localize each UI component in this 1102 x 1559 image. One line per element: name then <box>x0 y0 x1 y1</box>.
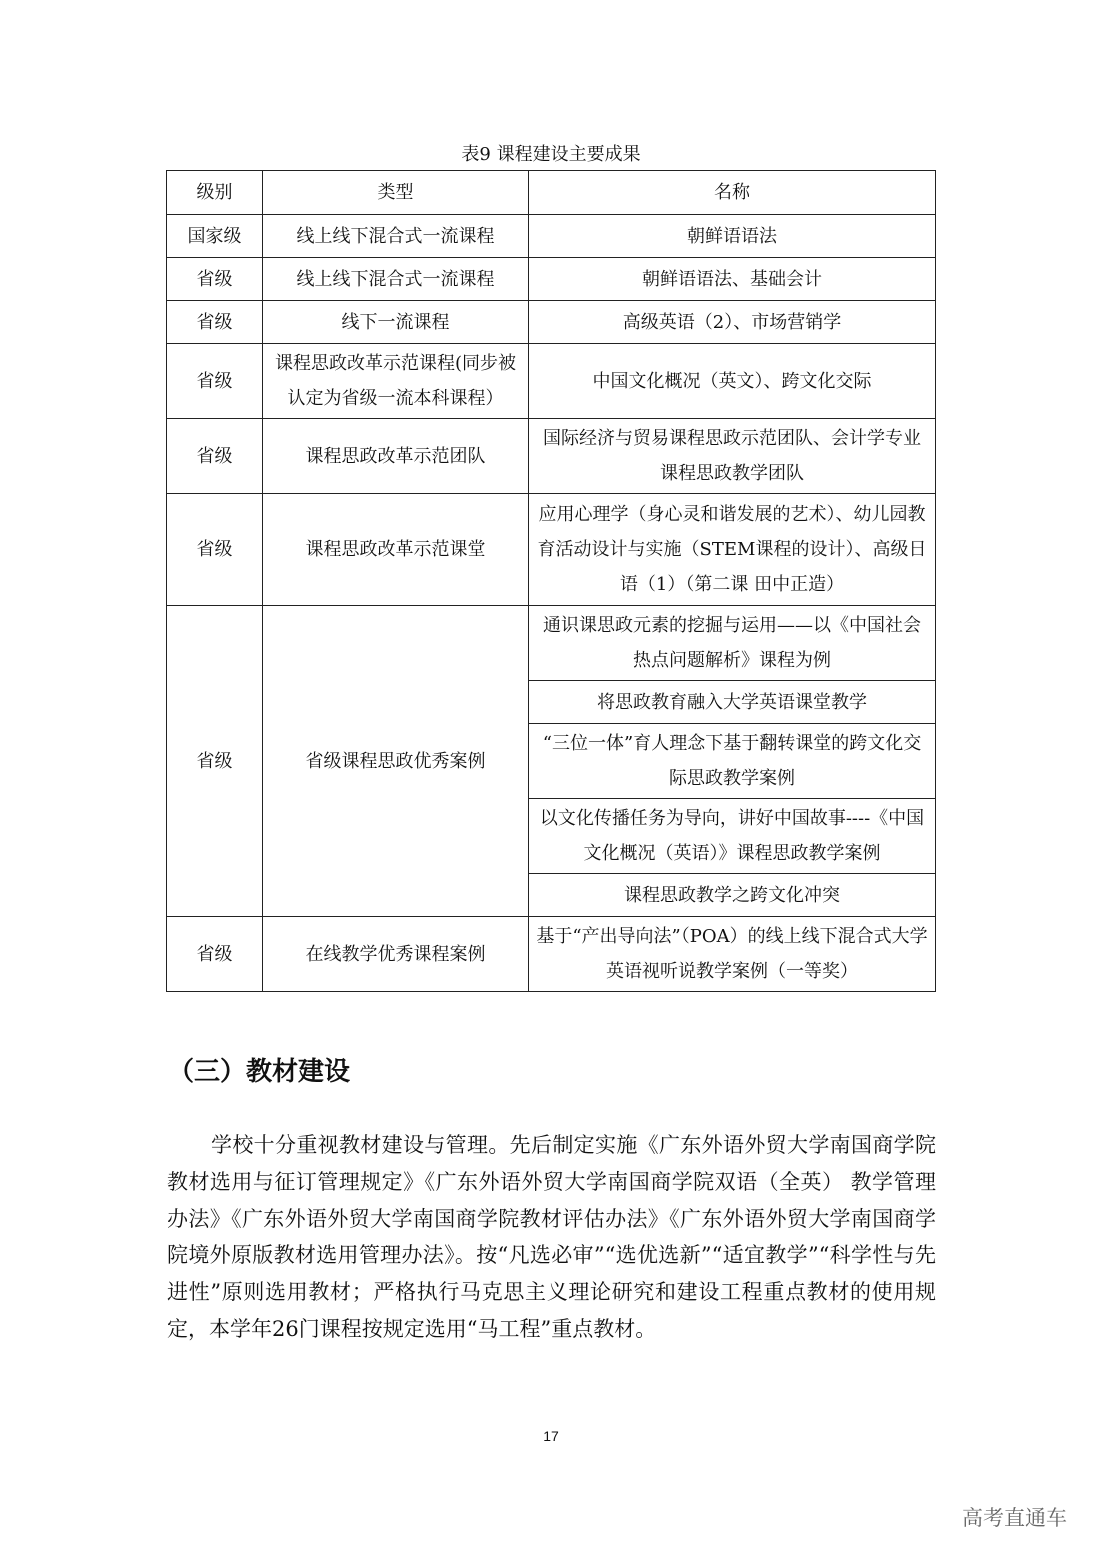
page-number: 17 <box>543 1428 559 1444</box>
name-cell: 基于“产出导向法”（POA）的线上线下混合式大学英语视听说教学案例（一等奖） <box>529 917 936 992</box>
table-row <box>167 494 936 606</box>
table-caption: 表9 课程建设主要成果 <box>461 144 641 165</box>
watermark: 高考直通车 <box>962 1506 1067 1530</box>
level-cell: 省级 <box>167 494 263 606</box>
name-cell: 国际经济与贸易课程思政示范团队、会计学专业课程思政教学团队 <box>529 419 936 494</box>
type-cell: 线上线下混合式一流课程 <box>263 215 529 258</box>
table-row <box>167 344 936 419</box>
type-cell: 在线教学优秀课程案例 <box>263 917 529 992</box>
table-row <box>167 917 936 992</box>
table-row <box>167 215 936 258</box>
level-cell: 省级 <box>167 301 263 344</box>
level-cell: 省级 <box>167 419 263 494</box>
name-cell: 高级英语（2）、市场营销学 <box>529 301 936 344</box>
type-cell: 课程思政改革示范课堂 <box>263 494 529 606</box>
type-cell: 省级课程思政优秀案例 <box>263 606 529 917</box>
header-level: 级别 <box>167 171 263 215</box>
header-name: 名称 <box>529 171 936 215</box>
table-row <box>167 301 936 344</box>
name-cell: 课程思政教学之跨文化冲突 <box>529 874 936 917</box>
level-cell: 省级 <box>167 344 263 419</box>
type-cell: 课程思政改革示范课程(同步被认定为省级一流本科课程） <box>263 344 529 419</box>
table-header-row <box>167 171 936 215</box>
name-cell: 朝鲜语语法、基础会计 <box>529 258 936 301</box>
type-cell: 线下一流课程 <box>263 301 529 344</box>
name-cell: 以文化传播任务为导向，讲好中国故事----《中国文化概况（英语）》课程思政教学案例 <box>529 799 936 874</box>
name-cell: 应用心理学（身心灵和谐发展的艺术）、幼儿园教育活动设计与实施（STEM课程的设计）、高级日语（1）（第二课 田中正造） <box>529 494 936 606</box>
level-cell: 省级 <box>167 606 263 917</box>
table-row <box>167 419 936 494</box>
type-cell: 线上线下混合式一流课程 <box>263 258 529 301</box>
table-row <box>167 606 936 681</box>
body-paragraph: 学校十分重视教材建设与管理。先后制定实施《广东外语外贸大学南国商学院教材选用与征订管理规定》《广东外语外贸大学南国商学院双语（全英） 教学管理办法》《广东外语外贸大学南国商学院教材评估办法》《广东外语外贸大学南国商学院境外原版教材选用管理办法》。按“凡选必审”“选优选新”“适宜教学”“科学性与先进性”原则选用教材；严格执行马克思主义理论研究和建设工程重点教材的使用规定，本学年26门课程按规定选用“马工程”重点教材。 <box>167 1133 936 1341</box>
level-cell: 国家级 <box>167 215 263 258</box>
name-cell: “三位一体”育人理念下基于翻转课堂的跨文化交际思政教学案例 <box>529 724 936 799</box>
level-cell: 省级 <box>167 917 263 992</box>
type-cell: 课程思政改革示范团队 <box>263 419 529 494</box>
course-results-table <box>166 170 936 992</box>
table-row <box>167 258 936 301</box>
name-cell: 将思政教育融入大学英语课堂教学 <box>529 681 936 724</box>
name-cell: 中国文化概况（英文）、跨文化交际 <box>529 344 936 419</box>
section-heading: （三）教材建设 <box>168 1057 351 1087</box>
name-cell: 通识课思政元素的挖掘与运用——以《中国社会热点问题解析》课程为例 <box>529 606 936 681</box>
name-cell: 朝鲜语语法 <box>529 215 936 258</box>
header-type: 类型 <box>263 171 529 215</box>
level-cell: 省级 <box>167 258 263 301</box>
